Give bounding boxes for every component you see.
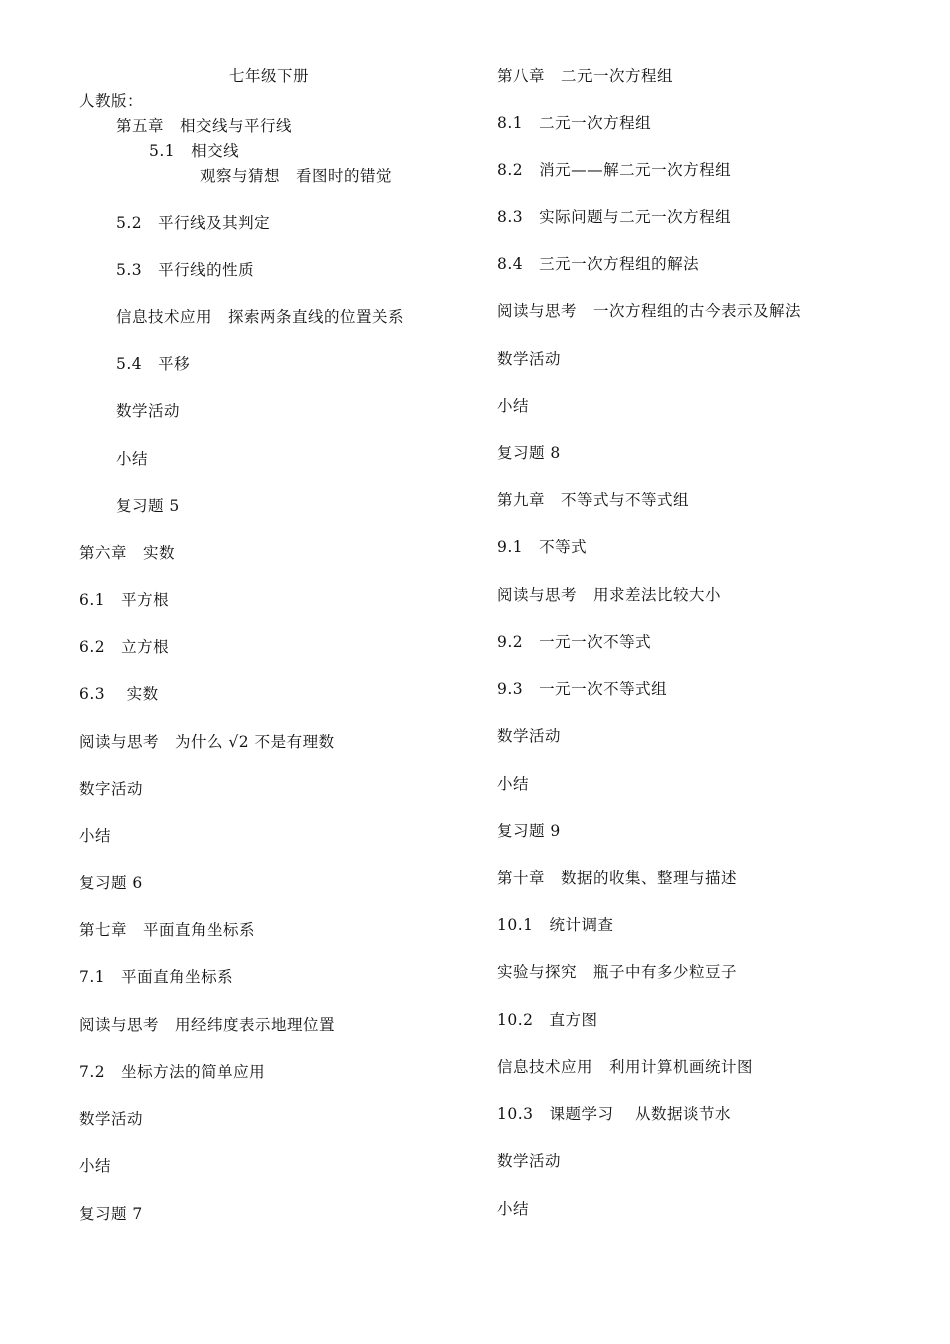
toc-chapter-8: 第八章 二元一次方程组 bbox=[497, 67, 674, 85]
toc-summary-6: 小结 bbox=[79, 827, 112, 845]
toc-extra-10-it: 信息技术应用 利用计算机画统计图 bbox=[497, 1058, 754, 1076]
toc-summary-10: 小结 bbox=[497, 1200, 530, 1218]
toc-summary-7: 小结 bbox=[79, 1157, 112, 1175]
toc-review-8: 复习题 8 bbox=[497, 444, 561, 462]
toc-section-5-1: 5.1 相交线 bbox=[149, 142, 240, 160]
edition-label: 人教版： bbox=[79, 92, 144, 110]
toc-section-10-1: 10.1 统计调查 bbox=[497, 916, 614, 934]
toc-review-7: 复习题 7 bbox=[79, 1205, 143, 1223]
toc-review-9: 复习题 9 bbox=[497, 822, 561, 840]
toc-chapter-5: 第五章 相交线与平行线 bbox=[116, 117, 293, 135]
toc-activity-5: 数学活动 bbox=[116, 402, 181, 420]
toc-extra-5-observe: 观察与猜想 看图时的错觉 bbox=[200, 167, 393, 185]
toc-chapter-7: 第七章 平面直角坐标系 bbox=[79, 921, 256, 939]
toc-activity-10: 数学活动 bbox=[497, 1152, 562, 1170]
toc-section-5-2: 5.2 平行线及其判定 bbox=[116, 214, 271, 232]
toc-extra-5-it: 信息技术应用 探索两条直线的位置关系 bbox=[116, 308, 405, 326]
toc-chapter-10: 第十章 数据的收集、整理与描述 bbox=[497, 869, 738, 887]
toc-summary-8: 小结 bbox=[497, 397, 530, 415]
toc-review-6: 复习题 6 bbox=[79, 874, 143, 892]
toc-section-8-2: 8.2 消元——解二元一次方程组 bbox=[497, 161, 732, 179]
toc-summary-5: 小结 bbox=[116, 450, 149, 468]
toc-extra-9-read: 阅读与思考 用求差法比较大小 bbox=[497, 586, 722, 604]
toc-section-9-1: 9.1 不等式 bbox=[497, 538, 588, 556]
toc-section-5-3: 5.3 平行线的性质 bbox=[116, 261, 255, 279]
toc-extra-10-experiment: 实验与探究 瓶子中有多少粒豆子 bbox=[497, 963, 738, 981]
toc-extra-8-read: 阅读与思考 一次方程组的古今表示及解法 bbox=[497, 302, 802, 320]
toc-extra-6-read: 阅读与思考 为什么 √2 不是有理数 bbox=[79, 733, 335, 751]
toc-section-9-3: 9.3 一元一次不等式组 bbox=[497, 680, 668, 698]
toc-activity-6: 数字活动 bbox=[79, 780, 144, 798]
toc-summary-9: 小结 bbox=[497, 775, 530, 793]
toc-section-7-2: 7.2 坐标方法的简单应用 bbox=[79, 1063, 266, 1081]
toc-section-6-1: 6.1 平方根 bbox=[79, 591, 170, 609]
toc-section-8-1: 8.1 二元一次方程组 bbox=[497, 114, 652, 132]
toc-section-10-3: 10.3 课题学习 从数据谈节水 bbox=[497, 1105, 731, 1123]
toc-section-5-4: 5.4 平移 bbox=[116, 355, 191, 373]
toc-activity-9: 数学活动 bbox=[497, 727, 562, 745]
toc-section-9-2: 9.2 一元一次不等式 bbox=[497, 633, 652, 651]
toc-activity-8: 数学活动 bbox=[497, 350, 562, 368]
toc-section-8-4: 8.4 三元一次方程组的解法 bbox=[497, 255, 700, 273]
page-title: 七年级下册 bbox=[229, 67, 310, 85]
toc-chapter-9: 第九章 不等式与不等式组 bbox=[497, 491, 690, 509]
toc-section-10-2: 10.2 直方图 bbox=[497, 1011, 598, 1029]
toc-extra-7-read: 阅读与思考 用经纬度表示地理位置 bbox=[79, 1016, 336, 1034]
toc-chapter-6: 第六章 实数 bbox=[79, 544, 176, 562]
toc-section-8-3: 8.3 实际问题与二元一次方程组 bbox=[497, 208, 732, 226]
toc-section-6-3: 6.3 实数 bbox=[79, 685, 159, 703]
toc-activity-7: 数学活动 bbox=[79, 1110, 144, 1128]
toc-section-7-1: 7.1 平面直角坐标系 bbox=[79, 968, 234, 986]
toc-section-6-2: 6.2 立方根 bbox=[79, 638, 170, 656]
toc-review-5: 复习题 5 bbox=[116, 497, 180, 515]
